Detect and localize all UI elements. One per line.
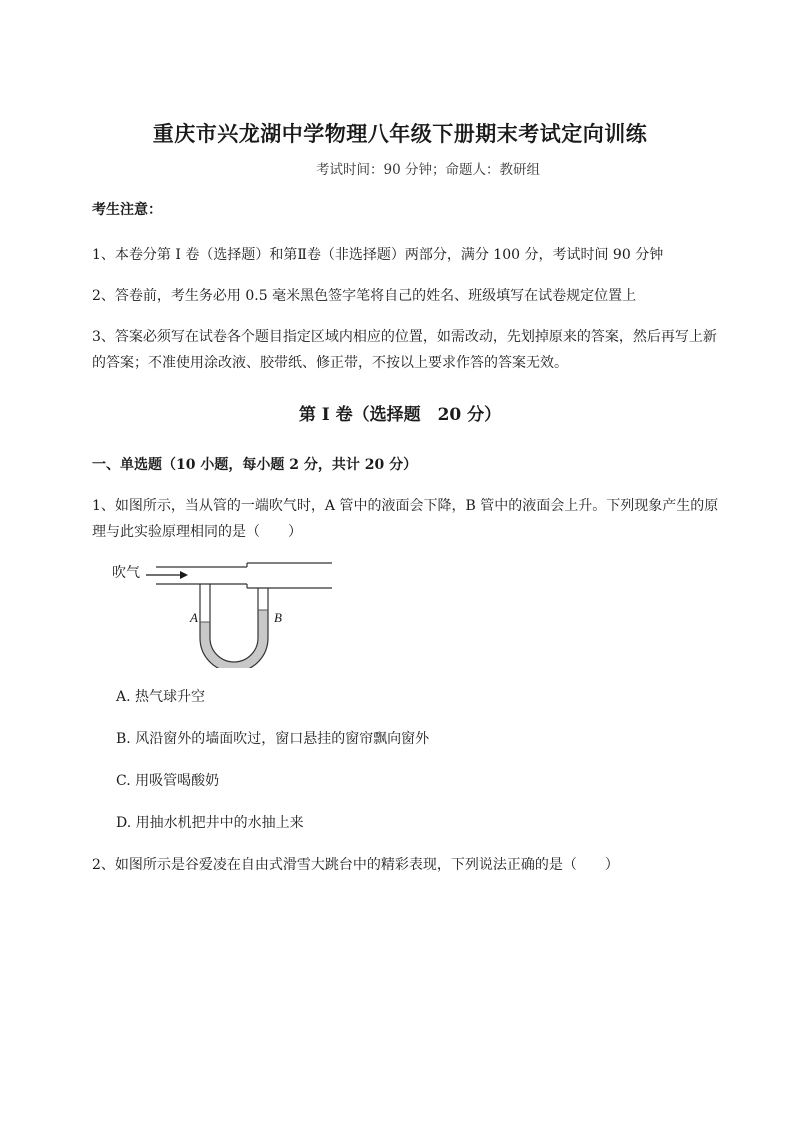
option-a[interactable]: A. 热气球升空 (116, 689, 206, 705)
blow-label: 吹气 (112, 566, 140, 581)
option-c[interactable]: C. 用吸管喝酸奶 (116, 773, 220, 789)
part-heading: 一、单选题（10 小题，每小题 2 分，共计 20 分） (92, 457, 418, 473)
blow-arrow-head (180, 571, 188, 579)
u-tube-diagram (110, 558, 340, 668)
u-tube-figure (110, 558, 340, 668)
notice-heading: 考生注意： (92, 202, 162, 218)
notice-item: 1、本卷分第 I 卷（选择题）和第Ⅱ卷（非选择题）两部分，满分 100 分，考试时间 90 分钟 (92, 247, 664, 263)
question-1-stem-line1: 1、如图所示，当从管的一端吹气时，A 管中的液面会下降，B 管中的液面会上升。下列现象产生的原 (92, 498, 719, 514)
notice-item: 3、答案必须写在试卷各个题目指定区域内相应的位置，如需改动，先划掉原来的答案，然后再写上新 (92, 329, 717, 345)
exam-subtitle: 考试时间：90 分钟；命题人：教研组 (316, 162, 540, 178)
tube-b-label: B (274, 610, 282, 625)
exam-title: 重庆市兴龙湖中学物理八年级下册期末考试定向训练 (152, 121, 648, 146)
question-2-stem: 2、如图所示是谷爱凌在自由式滑雪大跳台中的精彩表现，下列说法正确的是（ ） (92, 857, 619, 873)
option-d[interactable]: D. 用抽水机把井中的水抽上来 (116, 815, 304, 831)
question-1-stem-line2: 理与此实验原理相同的是（ ） (92, 524, 302, 540)
section-title: 第 I 卷（选择题 20 分） (298, 405, 502, 425)
notice-item: 的答案；不准使用涂改液、胶带纸、修正带，不按以上要求作答的答案无效。 (92, 355, 568, 371)
tube-a-label: A (190, 610, 198, 625)
option-b[interactable]: B. 风沿窗外的墙面吹过，窗口悬挂的窗帘飘向窗外 (116, 731, 430, 747)
notice-item: 2、答卷前，考生务必用 0.5 毫米黑色签字笔将自己的姓名、班级填写在试卷规定位置上 (92, 288, 637, 304)
